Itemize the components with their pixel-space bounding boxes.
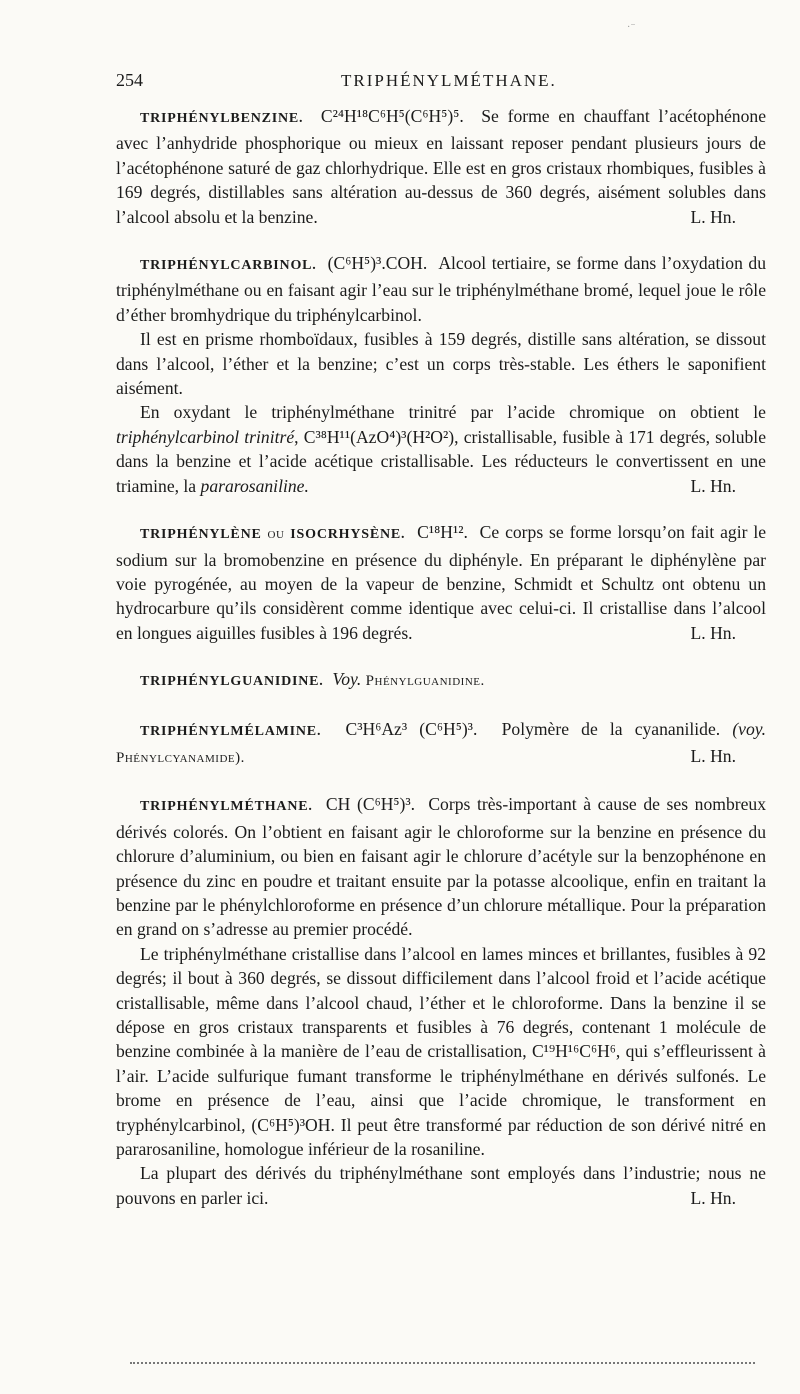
headword: TRIPHÉNYLGUANIDINE. — [140, 674, 324, 690]
formula: C²⁴H¹⁸C⁶H⁵(C⁶H⁵)⁵. — [320, 106, 464, 126]
entry-text: , C³⁸H¹¹(AzO⁴)³(H²O²), cristallisable, fusible à 171 degrés, soluble dans la benzine et l’acide acétique cristallisable. Les réducteurs le convertissent en une triamine, la — [116, 426, 767, 496]
formula: CH (C⁶H⁵)³. — [325, 794, 416, 815]
page-number: 254 — [116, 70, 143, 90]
formula: C¹⁸H¹². — [417, 522, 468, 543]
entry-text: La plupart des dérivés du triphénylméthane sont employés dans l’industrie; nous ne pouvons en parler ici. — [116, 1163, 766, 1208]
entry-text: Se forme en chauffant l’acétophénone avec l’anhydride phosphorique ou mieux en laissant reposer pendant plusieurs jours de l’acétophénone saturé de gaz chlorhydrique. Elle est en gros cristaux rhombiques, fusibles à 169 degrés, distillables sans altération au-dessus de 360 degrés, aisément solubles dans l’alcool absolu et la benzine. — [116, 106, 767, 227]
entry-paragraph — [116, 792, 766, 941]
entry-text: En oxydant le triphénylméthane trinitré par l’acide chromique on obtient le — [140, 402, 766, 423]
entry-text: Alcool tertiaire, se forme dans l’oxydation du triphénylméthane ou en faisant agir l’eau sur le triphénylméthane bromé, lequel joue le rôle d’éther bromhydrique du triphénylcarbinol. — [116, 253, 766, 325]
entry-paragraph — [116, 251, 766, 327]
entry-triphenylmelamine — [116, 717, 766, 771]
entry-triphenylbenzine — [116, 104, 766, 229]
entry-paragraph — [116, 104, 766, 229]
entry-text: Polymère de la cyananilide. — [501, 718, 721, 739]
running-header — [116, 70, 766, 104]
entry-paragraph: Le triphénylméthane cristallise dans l’alcool en lames minces et brillantes, fusibles à 92 degrés; il bout à 360 degrés, se dissout difficilement dans l’alcool froid et l’acide acétique cristallisable, même dans l’alcool chaud, l’éther et le chloroforme. Dans la benzine il se dépose en gros cristaux transparents et fusibles à 76 degrés, contenant 1 molécule de benzine combinée à la manière de l’eau de cristallisation, C¹⁹H¹⁶C⁶H⁶, qui s’effleurissent à l’air. L’acide sulfurique fumant transforme le triphénylméthane en dérivés sulfonés. Le brome en présence de l’eau, ainsi que l’acide chromique, le transforment en tryphénylcarbinol, (C⁶H⁵)³OH. Il peut être transformé par réduction de son dérivé nitré en pararosaniline, homologue inférieur de la rosaniline. — [116, 943, 766, 1160]
see-also: Voy. — [332, 669, 362, 690]
author-signature: L. Hn. — [690, 206, 736, 227]
entry-triphenylene — [116, 520, 766, 645]
cross-reference: Phénylcyanamide). — [116, 749, 245, 766]
headword: TRIPHÉNYLBENZINE. — [140, 111, 304, 126]
author-signature: L. Hn. — [690, 1187, 736, 1208]
author-signature: L. Hn. — [690, 622, 736, 643]
headword: TRIPHÉNYLCARBINOL. — [140, 258, 317, 274]
italic-term: pararosaniline. — [200, 475, 309, 496]
entry-paragraph — [116, 520, 766, 645]
entry-triphenylcarbinol — [116, 251, 766, 498]
footer-dotted-rule — [130, 1362, 755, 1364]
page — [116, 70, 766, 1232]
entry-paragraph: Il est en prisme rhomboïdaux, fusibles à 159 degrés, distille sans altération, se dissout dans l’alcool, l’éther et la benzine; c’est un corps très-stable. Les éthers le saponifient aisément. — [116, 329, 766, 399]
cross-reference: Phénylguanidine. — [365, 673, 485, 690]
author-signature: L. Hn. — [690, 475, 736, 496]
headword-alt: ISOCRHYSÈNE. — [290, 527, 406, 543]
entry-paragraph — [116, 400, 766, 498]
entry-paragraph — [116, 1161, 766, 1210]
author-signature: L. Hn. — [690, 745, 736, 766]
entry-paragraph — [116, 717, 766, 771]
formula: C³H⁶Az³ (C⁶H⁵)³. — [345, 718, 478, 739]
headword: TRIPHÉNYLMÉTHANE. — [140, 799, 313, 815]
running-title: TRIPHÉNYLMÉTHANE. — [341, 71, 557, 90]
italic-term: triphénylcarbinol trinitré — [116, 426, 295, 447]
entry-triphenylmethane — [116, 792, 766, 1210]
headword: TRIPHÉNYLMÉLAMINE. — [140, 723, 322, 739]
see-also: (voy. — [732, 718, 767, 739]
connector: ou — [267, 526, 285, 543]
page-speck: ·⁻ — [627, 22, 636, 33]
formula: (C⁶H⁵)³.COH. — [327, 253, 428, 274]
entry-paragraph — [116, 667, 766, 694]
entry-triphenylguanidine — [116, 667, 766, 694]
headword: TRIPHÉNYLÈNE — [140, 527, 262, 543]
entry-text: Corps très-important à cause de ses nombreux dérivés colorés. On l’obtient en faisant agir le chloroforme sur la benzine en présence du chlorure d’aluminium, ou bien en faisant agir le chlorure d’acétyle sur la benzophénone en présence du zinc en poudre et traitant ensuite par la potasse alcoolique, enfin en traitant la benzine par le phénylchloroforme en présence d’un chlorure métallique. Pour la préparation en grand on s’adresse au premier procédé. — [116, 794, 767, 940]
entry-text: Ce corps se forme lorsqu’on fait agir le sodium sur la bromobenzine en présence du diphényle. En préparant le diphénylène par voie pyrogénée, au moyen de la vapeur de benzine, Schmidt et Schultz ont obtenu un hydrocarbure qu’ils considèrent comme identique avec celui-ci. Il cristallise dans l’alcool en longues aiguilles fusibles à 196 degrés. — [116, 522, 767, 643]
